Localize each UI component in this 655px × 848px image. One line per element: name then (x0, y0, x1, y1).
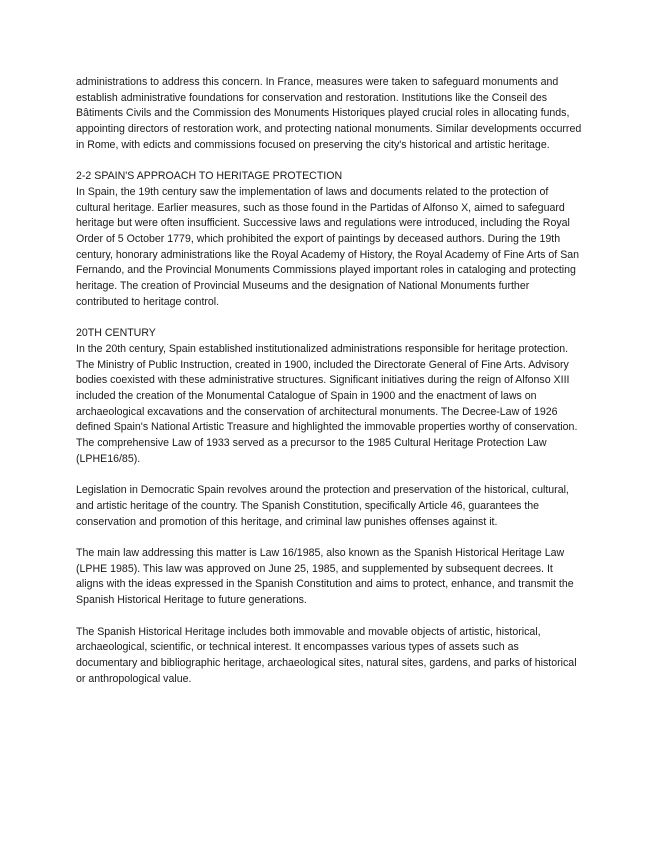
section-paragraph-20th-century: In the 20th century, Spain established institutionalized administrations responsible for heritage protection. The Ministry of Public Instruction, created in 1900, included the Directorate General of Fine Arts. Advisory bodies coexisted with these administrative structures. Significant initiatives during the reign of Alfonso XIII included the creation of the Monumental Catalogue of Spain in 1900 and the enactment of laws on archaeological excavations and the conservation of architectural monuments. The Decree-Law of 1926 defined Spain's National Artistic Treasure and highlighted the immovable properties worthy of conservation. The comprehensive Law of 1933 served as a precursor to the 1985 Cultural Heritage Protection Law (LPHE16/85). (76, 342, 578, 465)
document-body (76, 75, 582, 703)
section-heading-spain: 2-2 SPAIN'S APPROACH TO HERITAGE PROTECTION (76, 170, 343, 183)
section-spain-approach (76, 169, 582, 310)
section-20th-century (76, 326, 582, 467)
paragraph-law-16-1985: The main law addressing this matter is Law 16/1985, also known as the Spanish Historical Heritage Law (LPHE 1985). This law was approved on June 25, 1985, and supplemented by subsequent decrees. It aligns with the ideas expressed in the Spanish Constitution and aims to protect, enhance, and transmit the Spanish Historical Heritage to future generations. (76, 547, 574, 607)
section-paragraph-spain: In Spain, the 19th century saw the implementation of laws and documents related to the protection of cultural heritage. Earlier measures, such as those found in the Partidas of Alfonso X, aimed to safeguard heritage but were often insufficient. Successive laws and regulations were introduced, including the Royal Order of 5 October 1779, which prohibited the export of paintings by deceased authors. During the 19th century, honorary administrations like the Royal Academy of History, the Royal Academy of Fine Arts of San Fernando, and the Provincial Monuments Commissions played important roles in cataloging and protecting heritage. The creation of Provincial Museums and the designation of National Monuments further contributed to heritage control. (76, 185, 580, 308)
intro-paragraph: administrations to address this concern. In France, measures were taken to safeguard monuments and establish administrative foundations for conservation and restoration. Institutions like the Conseil des Bâtiments Civils and the Commission des Monuments Historiques played crucial roles in allocating funds, appointing directors of restoration work, and protecting national monuments. Similar developments occurred in Rome, with edicts and commissions focused on preserving the city's historical and artistic heritage. (76, 76, 582, 151)
section-heading-20th-century: 20TH CENTURY (76, 327, 156, 340)
paragraph-heritage-includes: The Spanish Historical Heritage includes both immovable and movable objects of artistic, historical, archaeological, scientific, or technical interest. It encompasses various types of assets such as documentary and bibliographic heritage, archaeological sites, natural sites, gardens, and parks of historical or anthropological value. (76, 625, 577, 685)
paragraph-democratic-spain: Legislation in Democratic Spain revolves around the protection and preservation of the historical, cultural, and artistic heritage of the country. The Spanish Constitution, specifically Article 46, guarantees the conservation and promotion of this heritage, and criminal law punishes offenses against it. (76, 484, 569, 528)
